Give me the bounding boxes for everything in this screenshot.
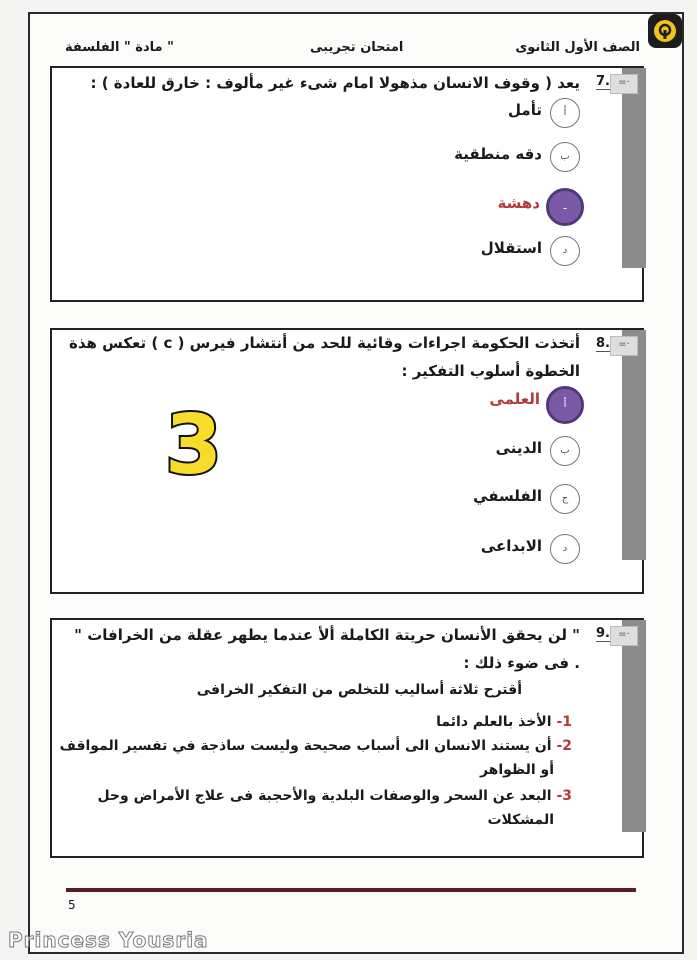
radio-icon: ب (550, 436, 580, 466)
question-text-line-2: . فى ضوء ذلك : (463, 654, 580, 672)
question-number: 8. (596, 336, 610, 351)
radio-selected-icon: ـ (546, 188, 584, 226)
question-7-box (50, 66, 644, 302)
radio-selected-icon: أ (546, 386, 584, 424)
grade-label: الصف الأول الثانوى (515, 40, 640, 55)
overlay-number: 3 (165, 398, 223, 493)
exam-title: امتحان تجريبى (310, 40, 404, 55)
app-logo-icon (648, 14, 682, 48)
question-8-box (50, 328, 644, 594)
question-text: يعد ( وقوف الانسان مذهولا امام شىء غير مألوف : خارق للعادة ) : (90, 74, 580, 92)
radio-icon: د (550, 534, 580, 564)
answer-text: الأخذ بالعلم دائما (436, 714, 552, 730)
answer-3 (97, 788, 572, 804)
exam-header (40, 40, 640, 60)
question-text-line-2: الخطوة أسلوب التفكير : (401, 362, 580, 380)
option-label: الدينى (495, 439, 542, 457)
scroll-bar (622, 68, 646, 268)
option-label: العلمى (489, 390, 540, 408)
question-9-box (50, 618, 644, 858)
option-label: استقلال (480, 239, 542, 257)
drag-handle-icon: =· (610, 336, 638, 356)
option-label: الفلسفي (473, 487, 542, 505)
option-label: الابداعى (480, 537, 542, 555)
radio-icon: ج (550, 484, 580, 514)
page-number: 5 (68, 898, 76, 912)
answer-number: 3- (556, 788, 572, 804)
question-instruction: أقترح ثلاثة أساليب للتخلص من التفكير الخرافى (196, 682, 522, 698)
answer-text: البعد عن السحر والوصفات البلدية والأحجبة فى علاج الأمراض وحل (97, 788, 552, 804)
question-number: 9. (596, 626, 610, 641)
answer-3-continued: المشكلات (487, 812, 554, 828)
answer-2 (60, 738, 572, 754)
drag-handle-icon: =· (610, 74, 638, 94)
subject-label: مادة " الفلسفة " (65, 40, 174, 55)
option-label: دهشة (497, 194, 540, 212)
option-label: تأمل (508, 101, 542, 119)
watermark: Princess Yousria (8, 928, 209, 952)
option-label: دقه منطقية (454, 145, 542, 163)
question-text-line-1: أتخذت الحكومة اجراءات وقائية للحد من أنتشار فيرس ( c ) تعكس هذة (68, 334, 580, 352)
footer-divider (66, 888, 636, 892)
radio-icon: د (550, 236, 580, 266)
scroll-bar (622, 330, 646, 560)
radio-icon: أ (550, 98, 580, 128)
answer-number: 1- (556, 714, 572, 730)
answer-number: 2- (556, 738, 572, 754)
drag-handle-icon: =· (610, 626, 638, 646)
question-number: 7. (596, 74, 610, 89)
answer-text: أن يستند الانسان الى أسباب صحيحة وليست ساذجة في تفسير المواقف (59, 738, 552, 754)
answer-2-continued: أو الظواهر (479, 762, 554, 778)
radio-icon: ب (550, 142, 580, 172)
question-text-line-1: " لن يحقق الأنسان حريتة الكاملة ألأ عندما يطهر عقلة من الخرافات " (74, 626, 580, 644)
scroll-bar (622, 620, 646, 832)
answer-1 (436, 714, 572, 730)
